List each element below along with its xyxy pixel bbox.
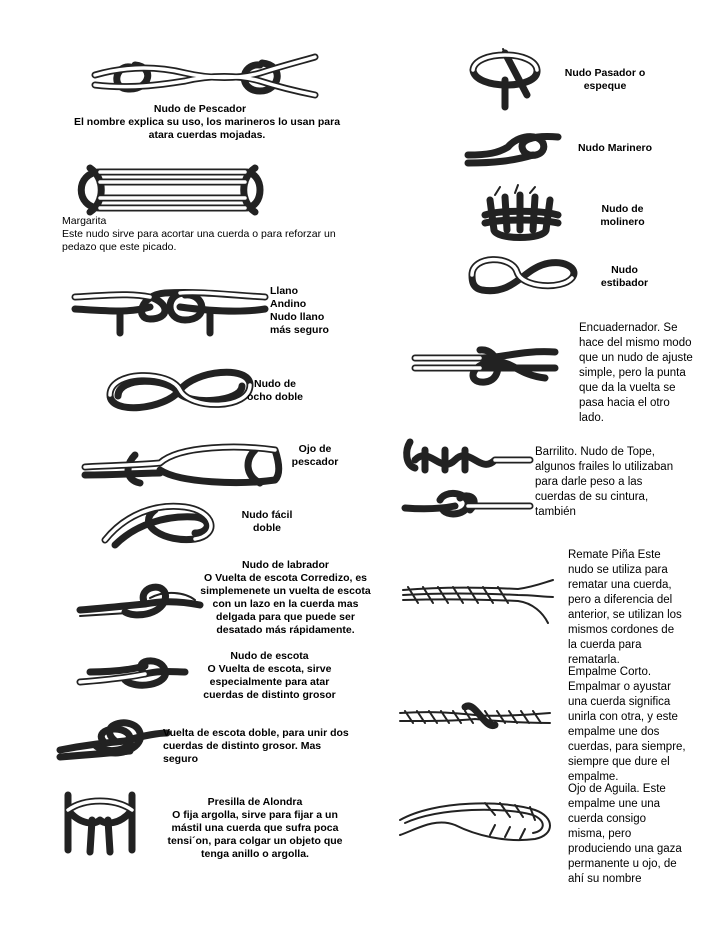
square-knot-label: Llano Andino Nudo llano más seguro [270, 285, 329, 336]
crown-knot-illustration [398, 575, 558, 630]
sheet-bend-label: Nudo de escota O Vuelta de escota, sirve especialmente para atar cuerdas de distinto grosor [203, 650, 336, 701]
barrel-knot-description: Barrilito. Nudo de Tope, algunos frailes lo utilizaban para darle peso a las cuerdas de su cintura, también [535, 446, 674, 518]
slipped-sheet-bend-illustration [75, 580, 205, 625]
slipped-sheet-bend-label: Nudo de labrador O Vuelta de escota Corredizo, es simplemenete un vuelta de escota con un lazo en la cuerda mas delgada para que puede ser desatado más rápidamente. [200, 559, 371, 636]
fishermans-knot-title: Nudo de Pescador [153, 103, 247, 115]
easy-double-knot-label: Nudo fácil doble [241, 509, 293, 534]
fishermans-knot-illustration [90, 45, 320, 105]
sheepshank-description: Este nudo sirve para acortar una cuerda o para reforzar un pedazo que este picado. [62, 228, 336, 253]
bookbinder-knot-illustration [410, 340, 560, 390]
sailor-knot-label: Nudo Marinero [577, 142, 653, 154]
fishermans-eye-label: Ojo de pescador [291, 443, 339, 468]
fishermans-eye-illustration [80, 435, 290, 490]
square-knot-illustration [70, 275, 270, 335]
eye-splice-illustration [395, 795, 560, 850]
stevedore-knot-illustration [462, 250, 582, 300]
double-sheet-bend-illustration [55, 715, 170, 765]
sheet-bend-illustration [75, 650, 190, 695]
double-sheet-bend-label: Vuelta de escota doble, para unir dos cuerdas de distinto grosor. Mas seguro [163, 727, 349, 765]
figure-eight-double-illustration [100, 360, 260, 420]
barrel-knot-illustration [400, 430, 535, 530]
eye-splice-description: Ojo de Aguila. Este empalme une una cuerda consigo misma, pero produciendo una gaza permanente u ojo, de ahí su nombre [568, 783, 682, 885]
crown-knot-description: Remate Piña Este nudo se utiliza para rematar una cuerda, pero a diferencia del anterior, se utilizan los mismos cordones de la cuerda para rematarla. [568, 549, 682, 666]
sailor-knot-illustration [463, 125, 563, 170]
stevedore-knot-label: Nudo estibador [600, 264, 649, 289]
short-splice-illustration [395, 695, 555, 740]
fishermans-knot-description: El nombre explica su uso, los marineros lo usan para atara cuerdas mojadas. [73, 116, 341, 141]
sheepshank-illustration [60, 160, 280, 220]
sheepshank-title: Margarita [62, 215, 107, 227]
bookbinder-knot-description: Encuadernador. Se hace del mismo modo que un nudo de ajuste simple, pero la punta que da la vuelta se pasa hacia el otro lado. [579, 322, 693, 424]
miller-knot-label: Nudo de molinero [600, 203, 645, 228]
lark-head-illustration [60, 790, 140, 855]
lark-head-label: Presilla de Alondra O fija argolla, sirve para fijar a un mástil una cuerda que sufra poca tensi´on, para colgar un objeto que tenga anillo o argolla. [167, 796, 343, 860]
easy-double-knot-illustration [95, 495, 225, 550]
short-splice-description: Empalme Corto. Empalmar o ayustar una cuerda significa unirla con otra, y este empalme une dos cuerdas, para siempre, siempre que dure el empalme. [568, 666, 686, 783]
figure-eight-label: Nudo de ocho doble [247, 378, 303, 403]
marlinspike-hitch-label: Nudo Pasador o espeque [564, 67, 646, 92]
miller-knot-illustration [480, 185, 565, 245]
marlinspike-hitch-illustration [465, 45, 550, 110]
